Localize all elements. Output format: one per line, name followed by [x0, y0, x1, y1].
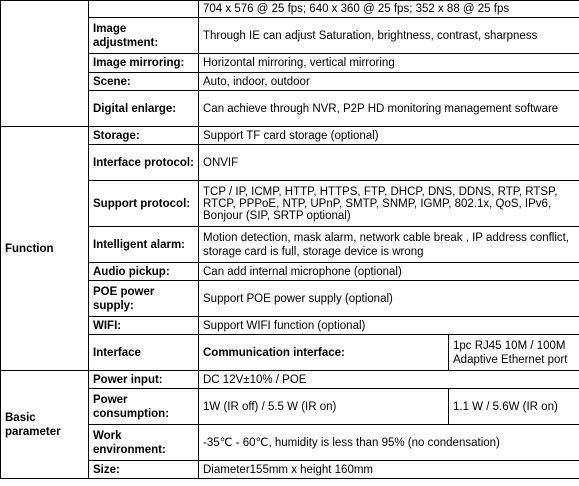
power-consumption-value-b: 1.1 W / 5.6W (IR on) — [449, 389, 579, 425]
image-adjustment-value: Through IE can adjust Saturation, brightness, contrast, sharpness — [199, 18, 579, 54]
digital-enlarge-label: Digital enlarge: — [89, 91, 199, 127]
power-input-label: Power input: — [89, 371, 199, 389]
support-protocol-value: TCP / IP, ICMP, HTTP, HTTPS, FTP, DHCP, DNS, DDNS, RTP, RTSP, RTCP, PPPoE, NTP, UPnP, SMTP, SNMP, IGMP, 802.1x, QoS, IPv6, Bonjour (SIP, SRTP optional) — [199, 181, 579, 227]
power-input-value: DC 12V±10% / POE — [199, 371, 579, 389]
intelligent-alarm-label: Intelligent alarm: — [89, 227, 199, 263]
image-adjustment-label: Image adjustment: — [89, 18, 199, 54]
scene-value: Auto, indoor, outdoor — [199, 73, 579, 91]
resolution-value: 704 x 576 @ 25 fps; 640 x 360 @ 25 fps; 352 x 88 @ 25 fps — [199, 1, 579, 18]
image-mirroring-value: Horizontal mirroring, vertical mirroring — [199, 54, 579, 73]
storage-label: Storage: — [89, 127, 199, 145]
table-row — [1, 371, 579, 389]
category-interface: Interface — [89, 335, 199, 371]
wifi-value: Support WIFI function (optional) — [199, 317, 579, 335]
poe-power-supply-value: Support POE power supply (optional) — [199, 281, 579, 317]
support-protocol-label: Support protocol: — [89, 181, 199, 227]
category-function: Function — [1, 127, 89, 371]
communication-interface-label: Communication interface: — [199, 335, 449, 371]
communication-interface-value: 1pc RJ45 10M / 100M Adaptive Ethernet port — [449, 335, 579, 371]
intelligent-alarm-value: Motion detection, mask alarm, network cable break , IP address conflict, storage card is full, storage device is wrong — [199, 227, 579, 263]
work-environment-value: -35℃ - 60℃, humidity is less than 95% (no condensation) — [199, 425, 579, 461]
size-value: Diameter155mm x height 160mm — [199, 461, 579, 479]
image-mirroring-label: Image mirroring: — [89, 54, 199, 73]
interface-protocol-value: ONVIF — [199, 145, 579, 181]
category-basic-parameter: Basic parameter — [1, 371, 89, 479]
row-label-empty — [89, 1, 199, 18]
category-cell-empty — [1, 1, 89, 127]
size-label: Size: — [89, 461, 199, 479]
wifi-label: WIFI: — [89, 317, 199, 335]
audio-pickup-value: Can add internal microphone (optional) — [199, 263, 579, 281]
digital-enlarge-value: Can achieve through NVR, P2P HD monitoring management software — [199, 91, 579, 127]
power-consumption-label: Power consumption: — [89, 389, 199, 425]
table-row — [1, 127, 579, 145]
storage-value: Support TF card storage (optional) — [199, 127, 579, 145]
audio-pickup-label: Audio pickup: — [89, 263, 199, 281]
poe-power-supply-label: POE power supply: — [89, 281, 199, 317]
interface-protocol-label: Interface protocol: — [89, 145, 199, 181]
power-consumption-value-a: 1W (IR off) / 5.5 W (IR on) — [199, 389, 449, 425]
work-environment-label: Work environment: — [89, 425, 199, 461]
table-row — [1, 1, 579, 18]
scene-label: Scene: — [89, 73, 199, 91]
